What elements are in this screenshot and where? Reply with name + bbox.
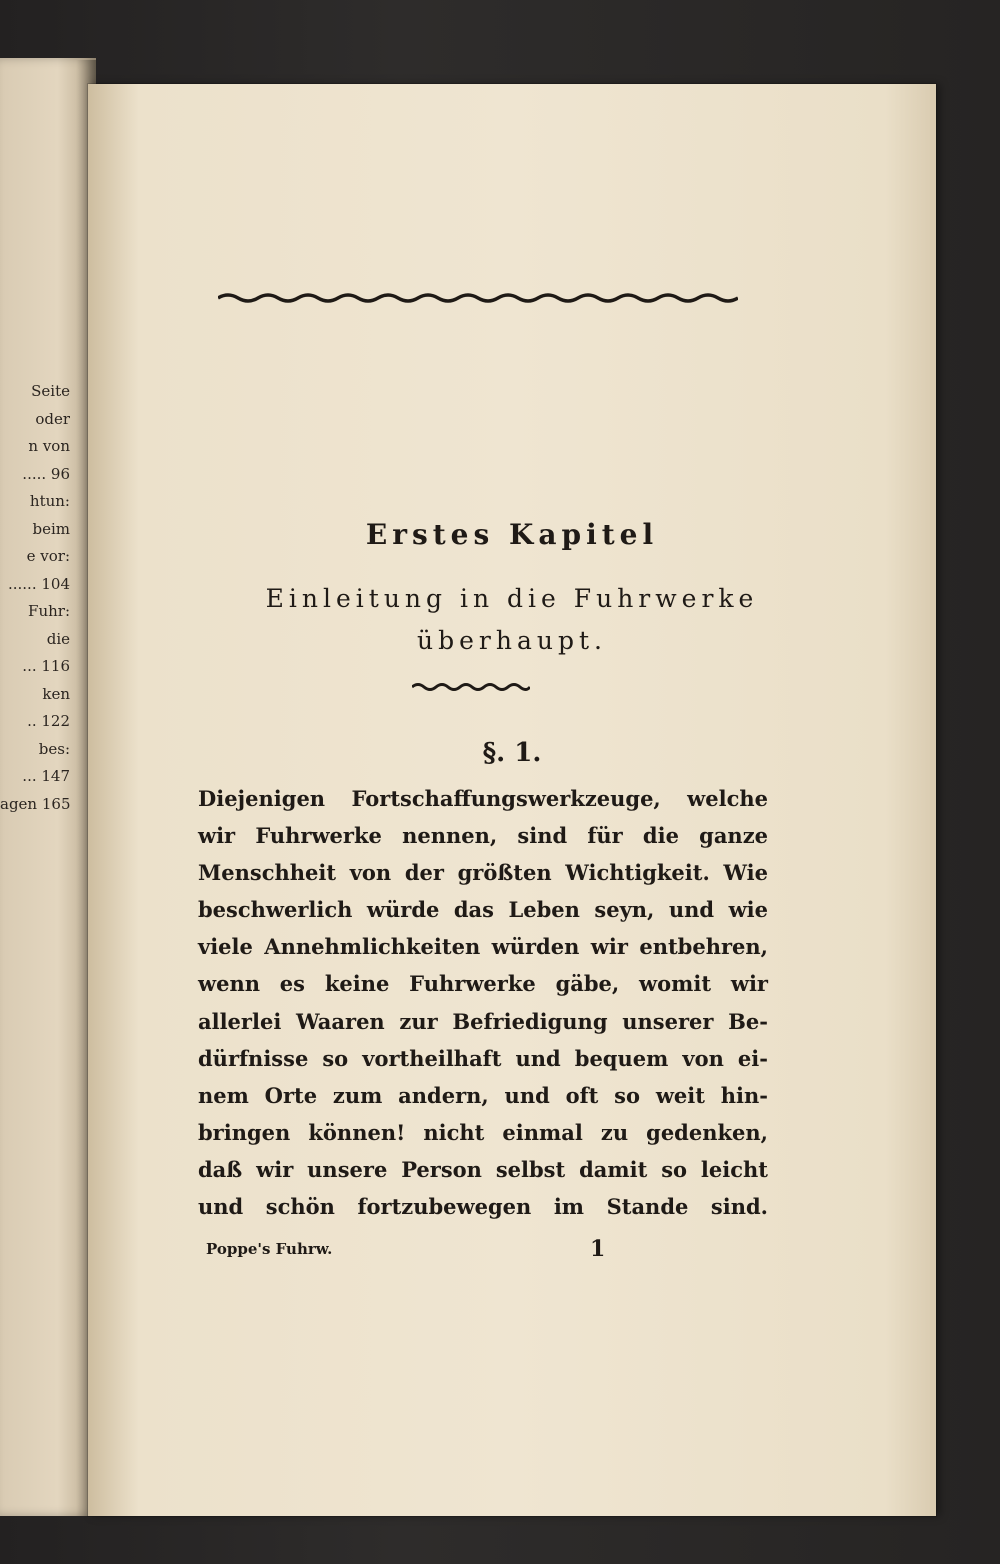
body-line: bringen können! nicht einmal zu gedenken, — [198, 1119, 768, 1145]
page-number: 1 — [590, 1236, 606, 1262]
signature-mark: Poppe's Fuhrw. — [206, 1240, 333, 1258]
body-line: beschwerlich würde das Leben seyn, und wie — [198, 897, 768, 923]
left-fragment: ken — [42, 684, 70, 703]
body-line: Menschheit von der größten Wichtigkeit. Wie — [198, 860, 768, 886]
wavy-rule-ornament — [218, 292, 738, 304]
left-fragment: n von — [28, 437, 70, 455]
left-fragment: ... 116 — [22, 657, 70, 675]
body-line: daß wir unsere Person selbst damit so leicht — [198, 1156, 768, 1182]
left-fragment: .. 122 — [27, 712, 70, 730]
section-number: §. 1. — [482, 738, 542, 768]
body-paragraph — [198, 780, 768, 1225]
left-page-fragments — [0, 378, 70, 818]
chapter-subtitle — [88, 578, 936, 662]
right-page — [88, 84, 936, 1516]
left-fragment: die — [46, 629, 70, 648]
body-line: wir Fuhrwerke nennen, sind für die ganze — [198, 823, 768, 849]
left-fragment: ..... 96 — [22, 464, 70, 483]
left-fragment: bes: — [38, 739, 70, 758]
body-line: Diejenigen Fortschaffungswerkzeuge, welche — [198, 786, 768, 811]
chapter-subtitle-line: Einleitung in die Fuhrwerke — [265, 584, 759, 613]
body-line: dürfnisse so vortheilhaft und bequem von ei- — [198, 1045, 768, 1071]
body-line: wenn es keine Fuhrwerke gäbe, womit wir — [198, 971, 768, 997]
left-fragment: htun: — [29, 492, 70, 510]
body-line: viele Annehmlichkeiten würden wir entbehren, — [198, 934, 768, 960]
left-fragment: e vor: — [26, 547, 70, 565]
body-line: nem Orte zum andern, und oft so weit hin- — [198, 1082, 768, 1108]
chapter-subtitle-line: überhaupt. — [417, 626, 607, 655]
left-fragment: ...... 104 — [7, 574, 70, 593]
chapter-title: Erstes Kapitel — [365, 518, 659, 551]
left-fragment: agen 165 — [0, 794, 70, 813]
left-fragment: beim — [32, 519, 70, 538]
page-content — [88, 84, 936, 1516]
page-footer — [206, 1236, 606, 1264]
left-fragment: ... 147 — [22, 767, 70, 785]
body-line: allerlei Waaren zur Befriedigung unserer Be- — [198, 1008, 768, 1034]
body-line: und schön fortzubewegen im Stande sind. — [198, 1194, 768, 1220]
small-flourish-ornament — [412, 682, 530, 692]
left-fragment: Seite — [31, 382, 70, 400]
left-fragment: oder — [35, 409, 70, 428]
left-fragment: Fuhr: — [28, 602, 70, 620]
